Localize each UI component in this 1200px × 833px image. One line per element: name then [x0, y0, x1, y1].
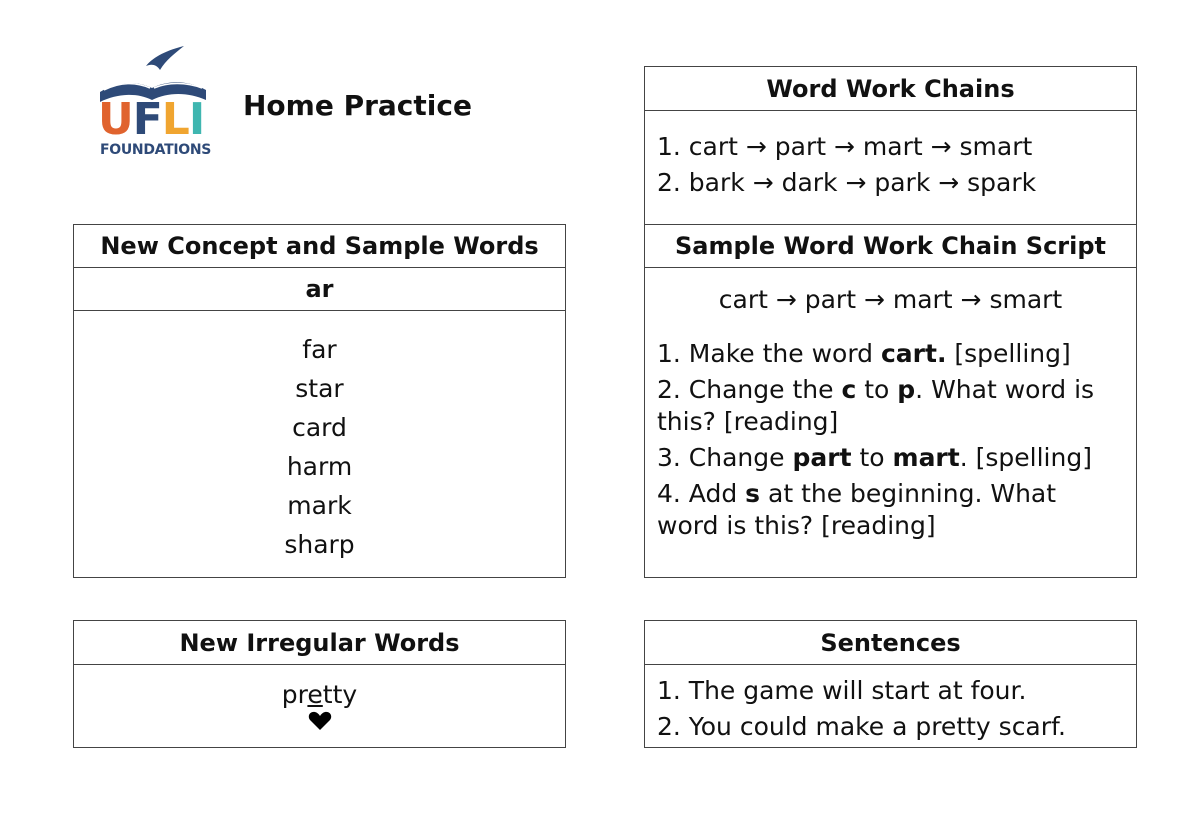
sentences-header: Sentences: [645, 621, 1136, 665]
sample-word: sharp: [284, 530, 355, 559]
chain-script-box: [644, 224, 1137, 578]
sample-word: far: [302, 335, 337, 364]
sentence-line: 2. You could make a pretty scarf.: [657, 712, 1066, 741]
heart-icon: [74, 711, 565, 735]
logo-letter-l: L: [161, 94, 189, 145]
chain-line: 1. cart → part → mart → smart: [657, 132, 1033, 161]
script-header: Sample Word Work Chain Script: [645, 225, 1136, 268]
sample-word: star: [295, 374, 344, 403]
new-concept-box: [73, 224, 566, 578]
irregular-word-end: tty: [322, 680, 358, 709]
sample-word: card: [292, 413, 347, 442]
sample-words-list: [74, 311, 565, 564]
sample-word: harm: [286, 452, 353, 481]
irregular-header: New Irregular Words: [74, 621, 565, 665]
script-steps: [645, 316, 1136, 542]
irregular-letter: e: [307, 680, 323, 709]
chain-line: 2. bark → dark → park → spark: [657, 168, 1037, 197]
script-step: 1. Make the word cart. [spelling]: [657, 339, 1071, 368]
concept-pattern: ar: [74, 268, 565, 311]
ufli-logo: [96, 44, 211, 164]
page-title: Home Practice: [243, 89, 472, 122]
logo-letter-f: F: [132, 94, 162, 145]
logo-subtitle: FOUNDATIONS: [100, 142, 212, 158]
script-step: 3. Change part to mart. [spelling]: [657, 443, 1092, 472]
script-step: 4. Add s at the beginning. What word is this? [reading]: [657, 479, 1057, 540]
script-chain: cart → part → mart → smart: [718, 285, 1063, 314]
chains-header: Word Work Chains: [645, 67, 1136, 111]
sentence-line: 1. The game will start at four.: [657, 676, 1027, 705]
irregular-word: [74, 665, 565, 735]
word-work-chains-box: [644, 66, 1137, 226]
script-step: 2. Change the c to p. What word is this? [reading]: [657, 375, 1095, 436]
concept-header: New Concept and Sample Words: [74, 225, 565, 268]
irregular-word-start: pr: [281, 680, 308, 709]
logo-letter-i: I: [188, 94, 205, 145]
logo-letter-u: U: [98, 94, 133, 145]
sentences-box: [644, 620, 1137, 748]
irregular-words-box: [73, 620, 566, 748]
sample-word: mark: [287, 491, 352, 520]
